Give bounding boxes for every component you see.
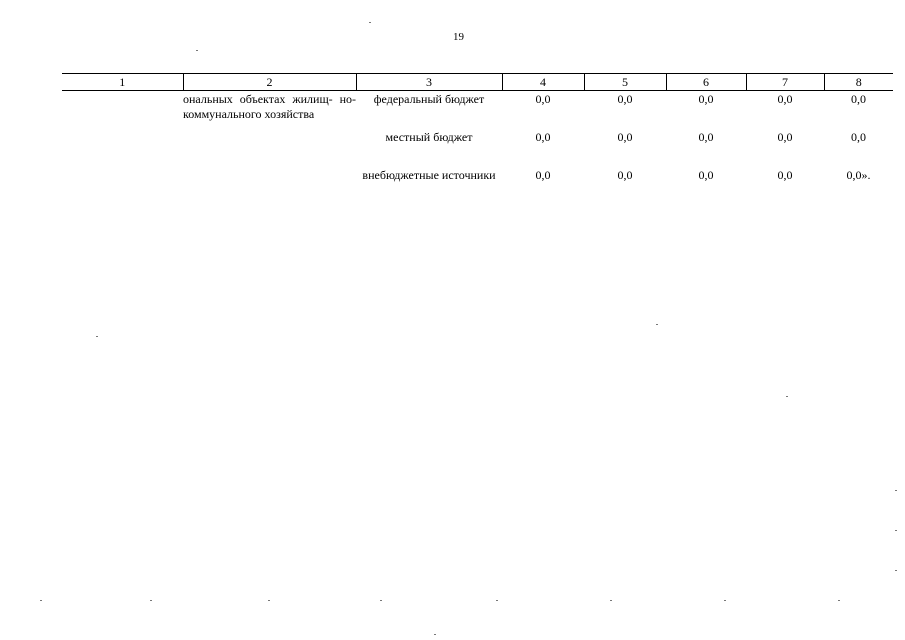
value-cell: 0,0 (535, 168, 551, 182)
row-number-cell (62, 130, 183, 168)
header-row (62, 74, 893, 91)
page-number: 19 (453, 31, 464, 43)
header-col-8: 8 (824, 74, 893, 91)
header-col-5: 5 (584, 74, 666, 91)
header-col-2: 2 (183, 74, 356, 91)
scan-speck (895, 490, 897, 491)
value-cell: 0,0 (777, 130, 793, 144)
scan-speck (895, 570, 897, 571)
value-cell: 0,0 (617, 92, 633, 106)
header-col-1: 1 (62, 74, 183, 91)
scan-speck (838, 600, 840, 601)
value-cell: 0,0 (617, 130, 633, 144)
value-cell: 0,0 (535, 92, 551, 106)
row-number-cell (62, 168, 183, 208)
measure-description: ональных объектах жилищ- но-коммунального хозяйства (183, 92, 356, 121)
table-header (62, 74, 893, 91)
scan-speck (496, 600, 498, 601)
value-cell: 0,0 (851, 92, 866, 106)
scan-speck (380, 600, 382, 601)
funding-source: федеральный бюджет (373, 92, 485, 106)
scan-speck (724, 600, 726, 601)
scan-speck (150, 600, 152, 601)
value-cell: 0,0 (777, 92, 793, 106)
value-cell: 0,0». (846, 168, 871, 182)
header-col-4: 4 (502, 74, 584, 91)
value-cell: 0,0 (617, 168, 633, 182)
scan-speck (434, 634, 436, 635)
scan-speck (610, 600, 612, 601)
table-row (62, 91, 893, 131)
funding-source: местный бюджет (385, 130, 473, 144)
scan-speck (40, 600, 42, 601)
value-cell: 0,0 (698, 92, 714, 106)
scan-speck (895, 530, 897, 531)
row-number-cell (62, 91, 183, 131)
scan-speck (196, 50, 198, 51)
header-col-7: 7 (746, 74, 824, 91)
scan-speck (268, 600, 270, 601)
header-col-3: 3 (356, 74, 502, 91)
value-cell: 0,0 (698, 130, 714, 144)
value-cell: 0,0 (698, 168, 714, 182)
header-col-6: 6 (666, 74, 746, 91)
scan-speck (656, 324, 658, 325)
funding-table (62, 73, 893, 208)
funding-source: внебюджетные источники (362, 168, 496, 182)
value-cell: 0,0 (777, 168, 793, 182)
scan-speck (96, 336, 98, 337)
value-cell: 0,0 (535, 130, 551, 144)
scan-speck (786, 396, 788, 397)
scan-speck (369, 22, 371, 23)
value-cell: 0,0 (851, 130, 866, 144)
